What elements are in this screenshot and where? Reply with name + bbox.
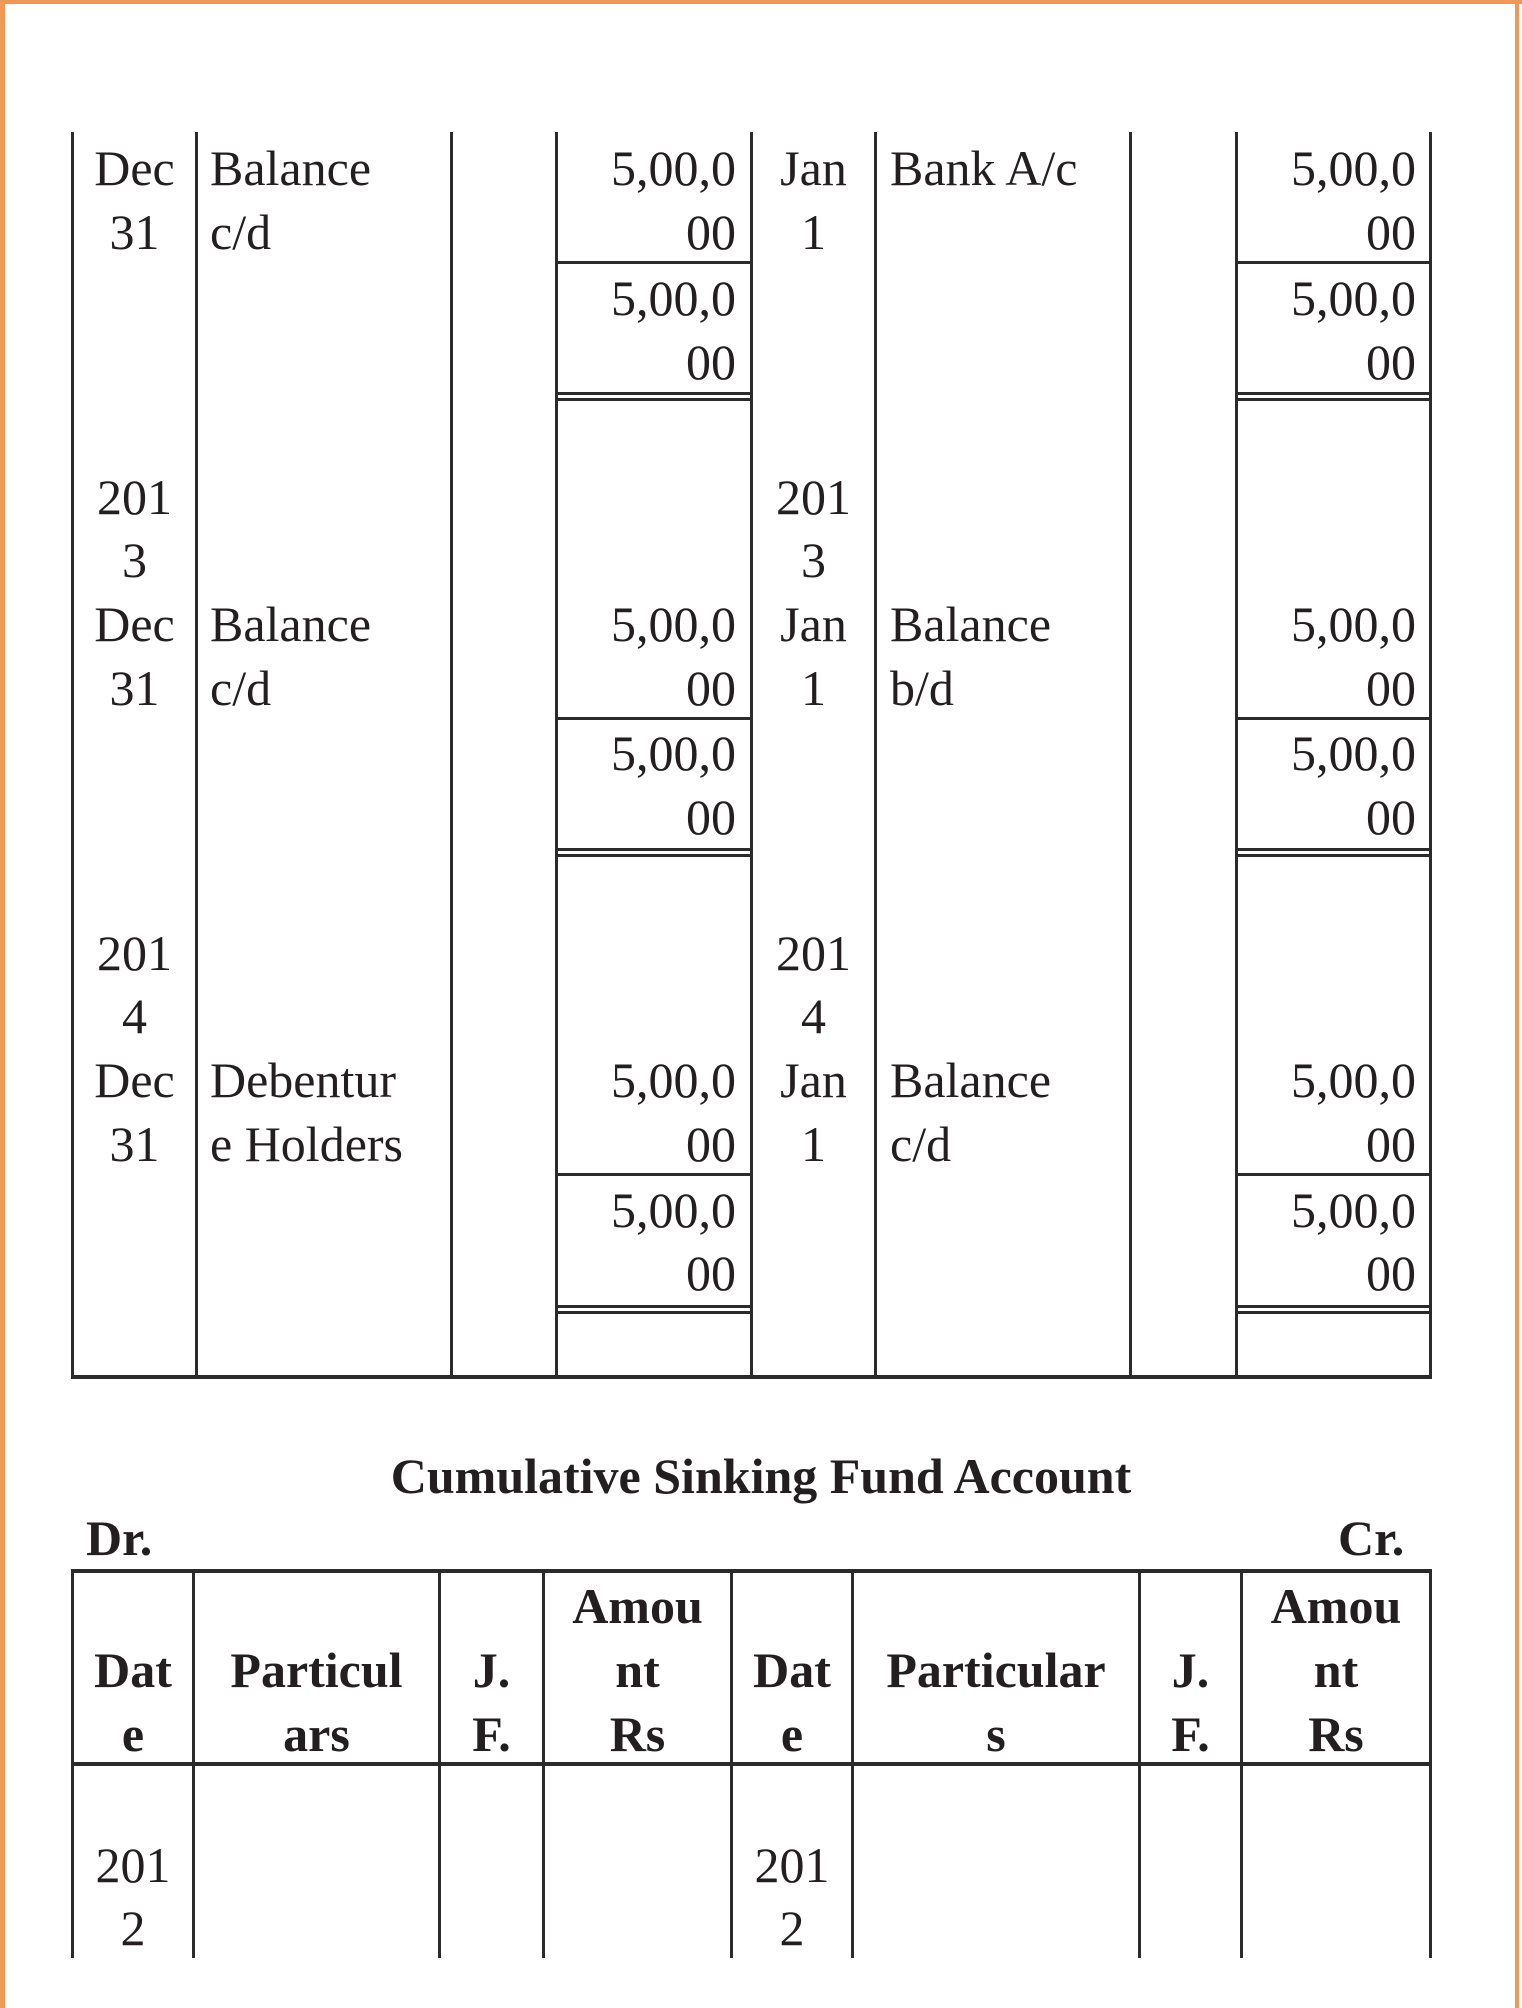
dr-total: 00 xyxy=(686,334,736,390)
cr-amount: 5,00,0 xyxy=(1291,140,1416,196)
rule-double-b xyxy=(556,398,752,401)
table-top-rule xyxy=(71,1569,1432,1573)
header-text: e xyxy=(780,1706,804,1762)
header-text: nt xyxy=(1313,1642,1359,1698)
cr-date-month: Jan xyxy=(780,1052,847,1108)
cr-date-day: 1 xyxy=(801,660,826,716)
header-text: nt xyxy=(615,1642,660,1698)
cr-particulars: b/d xyxy=(890,660,954,716)
header-text: e xyxy=(121,1706,145,1762)
header-text: J. xyxy=(1171,1642,1210,1698)
page-frame-top xyxy=(0,0,1522,4)
header-text: J. xyxy=(472,1642,511,1698)
cr-total: 5,00,0 xyxy=(1291,270,1416,326)
cr-amount: 00 xyxy=(1366,1116,1416,1172)
rule-double-b xyxy=(1236,854,1432,857)
dr-date-day: 31 xyxy=(109,204,160,260)
cr-label: Cr. xyxy=(1338,1510,1405,1566)
cr-year: 201 xyxy=(754,1837,830,1893)
cr-amount: 5,00,0 xyxy=(1291,596,1416,652)
dr-date-month: Dec xyxy=(94,1052,175,1108)
cr-amount: 5,00,0 xyxy=(1291,1052,1416,1108)
dr-date-day: 31 xyxy=(109,660,160,716)
cr-amount: 00 xyxy=(1366,204,1416,260)
dr-year: 201 xyxy=(97,469,172,525)
cr-total: 00 xyxy=(1366,334,1416,390)
page-frame-left xyxy=(0,0,5,2008)
cr-date-month: Jan xyxy=(780,596,847,652)
header-text: Rs xyxy=(1308,1706,1364,1762)
dr-amount: 00 xyxy=(686,1116,736,1172)
col-line-left xyxy=(71,132,74,1378)
header-text: Particular xyxy=(886,1642,1106,1698)
cr-year: 2 xyxy=(779,1900,805,1956)
cr-particulars: Balance xyxy=(890,1052,1052,1108)
dr-particulars: c/d xyxy=(210,204,272,260)
dr-particulars: e Holders xyxy=(210,1116,403,1172)
col-line-right xyxy=(1429,132,1432,1378)
rule-double-b xyxy=(1236,1311,1432,1314)
cr-date-day: 1 xyxy=(801,1116,826,1172)
dr-date-month: Dec xyxy=(94,596,175,652)
cr-year: 201 xyxy=(776,925,851,981)
cr-date-day: 1 xyxy=(801,204,826,260)
cr-date-month: Jan xyxy=(780,140,847,196)
header-text: F. xyxy=(1171,1706,1210,1762)
header-text: Dat xyxy=(94,1642,172,1698)
header-text: Dat xyxy=(753,1642,831,1698)
account-title: Cumulative Sinking Fund Account xyxy=(390,1448,1132,1504)
dr-year: 201 xyxy=(97,925,172,981)
rule-double-a xyxy=(556,1305,752,1308)
rule-double-b xyxy=(556,854,752,857)
dr-year: 2 xyxy=(120,1900,146,1956)
col-line-cr-particulars xyxy=(1129,132,1132,1378)
dr-year: 201 xyxy=(95,1837,171,1893)
header-text: s xyxy=(986,1706,1006,1762)
dr-total: 5,00,0 xyxy=(611,270,736,326)
col-line-right xyxy=(1429,1569,1432,1958)
col-line-dr-amount xyxy=(750,132,753,1378)
dr-amount: 00 xyxy=(686,660,736,716)
dr-particulars: Balance xyxy=(210,140,372,196)
dr-particulars: c/d xyxy=(210,660,272,716)
dr-amount: 5,00,0 xyxy=(611,140,736,196)
dr-amount: 5,00,0 xyxy=(611,596,736,652)
cr-particulars: Bank A/c xyxy=(890,140,1078,196)
header-text: ars xyxy=(283,1706,350,1762)
dr-particulars: Balance xyxy=(210,596,372,652)
dr-total: 5,00,0 xyxy=(611,725,736,781)
rule-double-b xyxy=(1236,398,1432,401)
dr-date-day: 31 xyxy=(109,1116,160,1172)
dr-year: 4 xyxy=(122,988,147,1044)
dr-amount: 00 xyxy=(686,204,736,260)
header-text: Amou xyxy=(572,1578,703,1634)
col-line-dr-particulars xyxy=(450,132,453,1378)
dr-particulars: Debentur xyxy=(210,1052,397,1108)
cr-total: 00 xyxy=(1366,1245,1416,1301)
rule-double-a xyxy=(1236,1305,1432,1308)
dr-total: 00 xyxy=(686,1245,736,1301)
col-line-cr-date xyxy=(874,132,877,1378)
dr-label: Dr. xyxy=(86,1510,153,1566)
ledger-bottom-rule xyxy=(71,1375,1432,1379)
cr-year: 201 xyxy=(776,469,851,525)
cr-particulars: c/d xyxy=(890,1116,952,1172)
cr-total: 5,00,0 xyxy=(1291,725,1416,781)
cr-total: 00 xyxy=(1366,789,1416,845)
header-text: Particul xyxy=(230,1642,403,1698)
cr-year: 3 xyxy=(801,532,826,588)
header-text: Rs xyxy=(609,1706,666,1762)
header-text: Amou xyxy=(1270,1578,1402,1634)
dr-amount: 5,00,0 xyxy=(611,1052,736,1108)
cr-year: 4 xyxy=(801,988,826,1044)
dr-total: 00 xyxy=(686,789,736,845)
cr-total: 5,00,0 xyxy=(1291,1182,1416,1238)
col-line-dr-date xyxy=(195,132,198,1378)
page-frame-right xyxy=(1515,0,1519,2008)
cr-particulars: Balance xyxy=(890,596,1052,652)
rule-double-b xyxy=(556,1311,752,1314)
dr-year: 3 xyxy=(122,532,147,588)
dr-total: 5,00,0 xyxy=(611,1182,736,1238)
header-text: F. xyxy=(472,1706,511,1762)
dr-date-month: Dec xyxy=(94,140,175,196)
cr-amount: 00 xyxy=(1366,660,1416,716)
